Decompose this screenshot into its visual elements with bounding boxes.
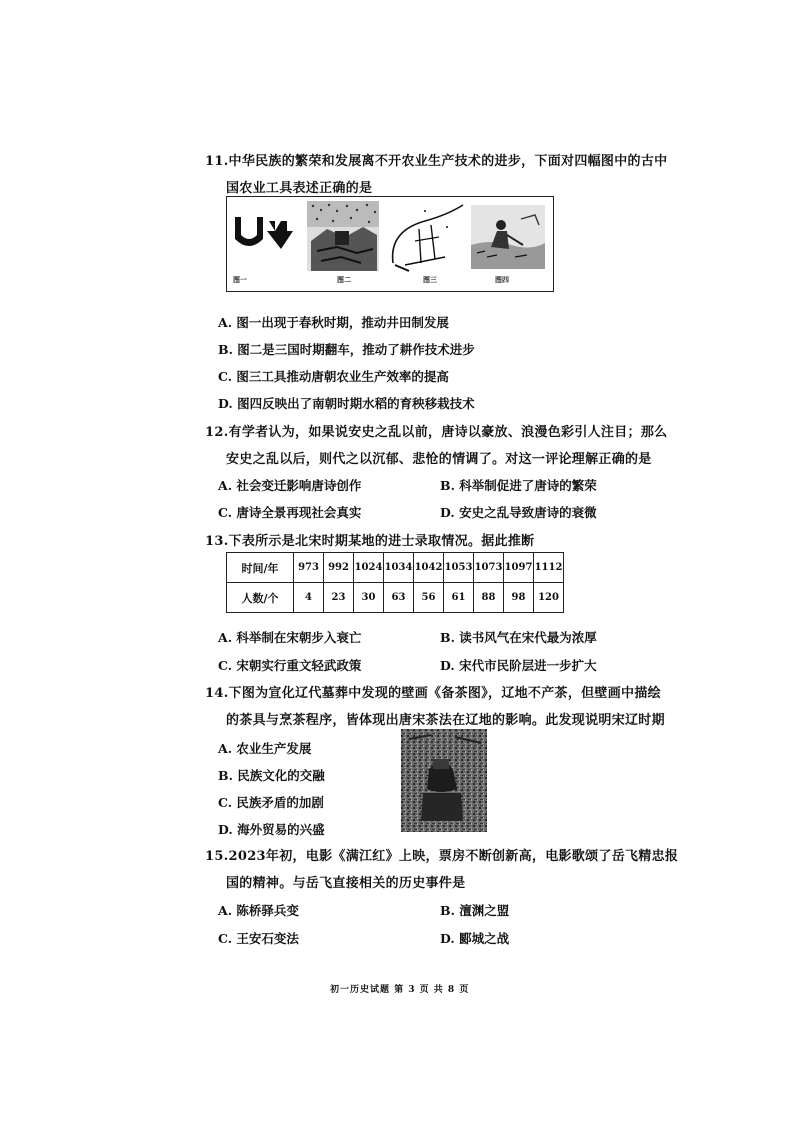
page-footer: 初一历史试题 第 3 页 共 8 页 [330,985,470,995]
table-header-count: 人数/个 [227,583,294,613]
fig4-caption: 图四 [495,275,509,284]
q14-option-b[interactable]: B. 民族文化的交融 [218,768,325,783]
q14-stem-line1: 14.下图为宣化辽代墓葬中发现的壁画《备茶图》，辽地不产茶，但壁画中描绘 [205,686,661,701]
table-cell: 4 [294,583,324,613]
table-cell: 973 [294,553,324,583]
q15-option-b[interactable]: B. 澶渊之盟 [440,903,510,918]
q11-figure [226,196,554,292]
table-cell: 1053 [444,553,474,583]
table-cell: 1073 [474,553,504,583]
table-cell: 1042 [414,553,444,583]
table-cell: 120 [534,583,564,613]
table-row-counts [227,583,564,613]
q12-option-a[interactable]: A. 社会变迁影响唐诗创作 [218,478,362,493]
fig1-tool-heads-image [233,213,297,253]
q15-option-a[interactable]: A. 陈桥驿兵变 [218,903,299,918]
q12-stem-line1: 12.有学者认为，如果说安史之乱以前，唐诗以豪放、浪漫色彩引人注目；那么 [205,425,668,440]
q13-option-a[interactable]: A. 科举制在宋朝步入衰亡 [218,630,362,645]
jinshi-admission-table [226,552,564,613]
table-cell: 63 [384,583,414,613]
table-cell: 30 [354,583,384,613]
q14-option-d[interactable]: D. 海外贸易的兴盛 [218,822,325,837]
q14-option-a[interactable]: A. 农业生产发展 [218,741,312,756]
q12-option-b[interactable]: B. 科举制促进了唐诗的繁荣 [440,478,597,493]
q11-option-a[interactable]: A. 图一出现于春秋时期，推动井田制发展 [218,315,449,330]
fig3-caption: 图三 [423,275,437,284]
mural-texture [401,729,487,832]
q15-option-c[interactable]: C. 王安石变法 [218,931,299,946]
q13-option-d[interactable]: D. 宋代市民阶层进一步扩大 [440,658,597,673]
q13-stem: 13.下表所示是北宋时期某地的进士录取情况。据此推断 [205,534,535,549]
q15-option-d[interactable]: D. 郾城之战 [440,931,510,946]
fig2-woodcut-image [307,201,379,271]
table-row-years [227,553,564,583]
q11-option-c[interactable]: C. 图三工具推动唐朝农业生产效率的提高 [218,369,449,384]
q12-option-c[interactable]: C. 唐诗全景再现社会真实 [218,505,362,520]
q14-option-c[interactable]: C. 民族矛盾的加剧 [218,795,324,810]
q11-stem-line1: 11.中华民族的繁荣和发展离不开农业生产技术的进步，下面对四幅图中的古中 [205,154,668,169]
tea-preparation-mural-image [401,729,487,832]
table-cell: 1097 [504,553,534,583]
q11-option-b[interactable]: B. 图二是三国时期翻车，推动了耕作技术进步 [218,342,475,357]
table-cell: 1034 [384,553,414,583]
fig1-caption: 图一 [233,275,247,284]
table-cell: 1024 [354,553,384,583]
fig4-transplanting-image [471,205,545,269]
q13-option-b[interactable]: B. 读书风气在宋代最为浓厚 [440,630,597,645]
table-cell: 23 [324,583,354,613]
table-header-year: 时间/年 [227,553,294,583]
q11-option-d[interactable]: D. 图四反映出了南朝时期水稻的育秧移栽技术 [218,396,475,411]
q13-option-c[interactable]: C. 宋朝实行重文轻武政策 [218,658,362,673]
q15-stem-line2: 国的精神。与岳飞直接相关的历史事件是 [226,876,466,891]
table-cell: 56 [414,583,444,613]
q14-stem-line2: 的茶具与烹茶程序，皆体现出唐宋茶法在辽地的影响。此发现说明宋辽时期 [226,713,665,728]
q12-option-d[interactable]: D. 安史之乱导致唐诗的衰微 [440,505,597,520]
fig3-plough-image [385,201,469,273]
table-cell: 992 [324,553,354,583]
table-cell: 88 [474,583,504,613]
q12-stem-line2: 安史之乱以后，则代之以沉郁、悲怆的情调了。对这一评论理解正确的是 [226,452,652,467]
q15-stem-line1: 15.2023年初，电影《满江红》上映，票房不断创新高，电影歌颂了岳飞精忠报 [205,849,679,864]
table-cell: 98 [504,583,534,613]
q11-stem-line2: 国农业工具表述正确的是 [226,181,373,196]
table-cell: 61 [444,583,474,613]
table-cell: 1112 [534,553,564,583]
fig2-caption: 图二 [337,275,351,284]
